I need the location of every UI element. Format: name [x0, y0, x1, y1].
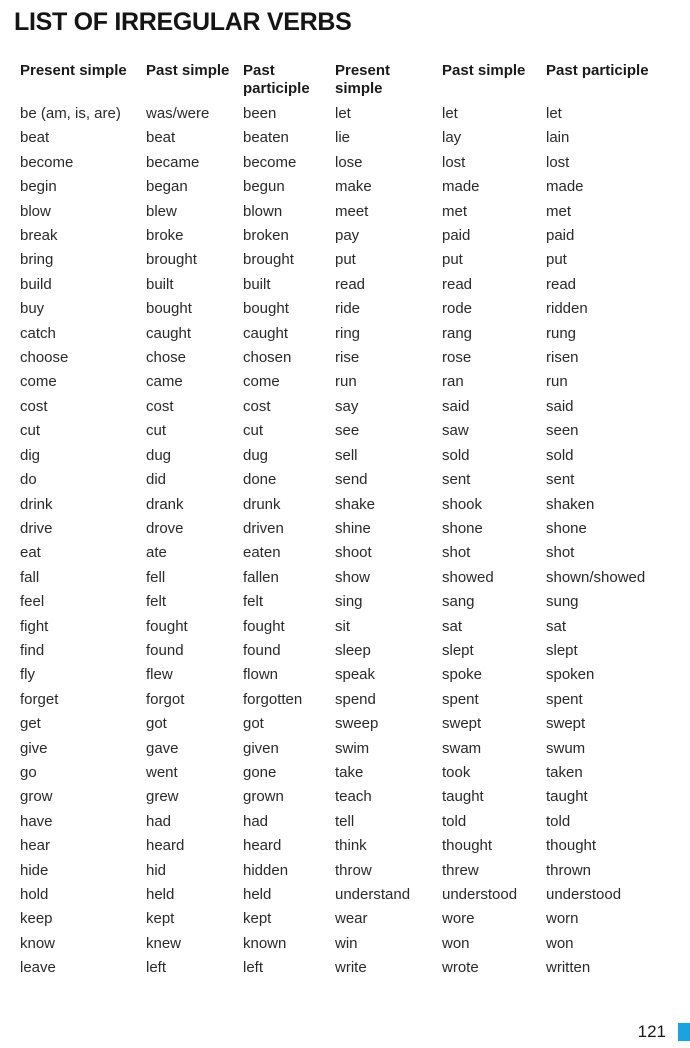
cell-past-simple-2: sat	[442, 617, 463, 635]
cell-present-simple: come	[20, 373, 57, 391]
cell-past-participle-2: lost	[546, 153, 570, 171]
table-row	[14, 493, 684, 517]
cell-past-simple-2: lay	[442, 129, 462, 147]
table-row	[14, 541, 684, 565]
cell-past-simple: held	[146, 886, 175, 903]
cell-past-simple: found	[146, 641, 184, 659]
cell-past-participle-2: let	[546, 105, 562, 122]
table-row	[14, 346, 684, 370]
cell-past-participle: felt	[243, 593, 264, 611]
cell-past-participle-2: read	[546, 275, 577, 293]
cell-past-participle-2: understood	[546, 886, 622, 903]
cell-past-participle: cost	[243, 397, 271, 415]
page-number: 121	[637, 1022, 666, 1041]
cell-past-participle: had	[243, 812, 269, 830]
cell-past-participle: grown	[243, 788, 284, 806]
cell-past-simple-2: put	[442, 251, 463, 269]
cell-past-participle: heard	[243, 837, 282, 855]
cell-past-participle-2: shaken	[546, 495, 595, 513]
table-row	[14, 810, 684, 834]
cell-past-simple-2: let	[442, 105, 458, 122]
cell-past-participle: drunk	[243, 495, 281, 513]
table-row	[14, 956, 684, 980]
cell-present-simple-2: speak	[335, 666, 376, 684]
cell-past-simple: forgot	[146, 690, 185, 708]
cell-past-simple-2: wrote	[442, 959, 479, 977]
cell-past-simple: drank	[146, 495, 184, 513]
table-row	[14, 102, 684, 126]
cell-present-simple-2: take	[335, 763, 364, 781]
cell-past-simple-2: rang	[442, 324, 473, 342]
cell-present-simple-2: shine	[335, 519, 371, 537]
cell-past-simple-2: swept	[442, 715, 482, 733]
cell-past-simple: broke	[146, 227, 184, 245]
cell-past-simple: felt	[146, 593, 167, 611]
cell-past-participle: eaten	[243, 544, 281, 562]
table-row	[14, 737, 684, 761]
cell-present-simple: buy	[20, 300, 45, 318]
cell-present-simple-2: swim	[335, 739, 370, 757]
cell-past-simple: blew	[146, 202, 177, 220]
table-row	[14, 395, 684, 419]
cell-past-simple-2: shone	[442, 519, 483, 537]
cell-present-simple-2: tell	[335, 812, 355, 830]
table-row	[14, 712, 684, 736]
cell-present-simple: fly	[20, 666, 35, 684]
cell-present-simple-2: sweep	[335, 715, 379, 733]
cell-past-participle-2: thrown	[546, 861, 592, 879]
cell-present-simple: become	[20, 153, 74, 171]
cell-present-simple: build	[20, 275, 52, 293]
cell-past-participle: hidden	[243, 861, 289, 879]
cell-past-simple-2: spoke	[442, 666, 483, 684]
cell-past-simple: heard	[146, 837, 185, 855]
table-row	[14, 419, 684, 443]
cell-past-simple: knew	[146, 934, 182, 952]
cell-past-participle-2: shot	[546, 544, 575, 562]
cell-present-simple: feel	[20, 593, 45, 611]
cell-past-participle: found	[243, 641, 281, 659]
cell-past-participle-2: lain	[546, 129, 570, 147]
cell-past-participle-2: taken	[546, 763, 583, 781]
cell-present-simple-2: send	[335, 471, 368, 489]
cell-present-simple: fall	[20, 568, 40, 586]
cell-past-participle: fallen	[243, 568, 279, 586]
table-row	[14, 566, 684, 590]
table-body	[14, 102, 684, 981]
table-row	[14, 444, 684, 468]
cell-present-simple-2: pay	[335, 227, 360, 245]
cell-past-participle-2: risen	[546, 349, 579, 367]
cell-present-simple-2: let	[335, 105, 351, 122]
cell-past-participle-2: put	[546, 251, 567, 269]
cell-past-simple-2: saw	[442, 422, 469, 440]
cell-past-participle-2: sent	[546, 471, 575, 489]
cell-present-simple: bring	[20, 251, 54, 269]
cell-past-simple-2: shot	[442, 544, 471, 562]
cell-past-simple-2: thought	[442, 837, 493, 855]
cell-present-simple: get	[20, 715, 41, 733]
cell-present-simple: cost	[20, 397, 48, 415]
cell-present-simple-2: ride	[335, 300, 361, 318]
cell-past-simple: left	[146, 959, 167, 977]
table-row	[14, 248, 684, 272]
cell-past-participle: known	[243, 934, 287, 952]
header-past-participle-2: Past participle	[546, 62, 649, 79]
header-present-simple: Present simple	[20, 62, 127, 79]
cell-past-simple-2: wore	[442, 910, 475, 928]
cell-present-simple-2: write	[335, 959, 367, 977]
table-row	[14, 224, 684, 248]
cell-present-simple-2: spend	[335, 690, 376, 708]
cell-past-simple-2: rose	[442, 349, 472, 367]
cell-past-simple: came	[146, 373, 183, 391]
cell-past-participle-2: thought	[546, 837, 597, 855]
cell-present-simple-2: throw	[335, 861, 372, 879]
cell-past-simple: went	[146, 763, 178, 781]
cell-past-participle: caught	[243, 324, 289, 342]
cell-past-simple-2: sang	[442, 593, 475, 611]
cell-past-simple: fell	[146, 568, 166, 586]
cell-present-simple: have	[20, 812, 53, 830]
cell-past-participle: bought	[243, 300, 289, 318]
cell-present-simple: choose	[20, 349, 69, 367]
cell-past-simple-2: read	[442, 275, 473, 293]
cell-present-simple: forget	[20, 690, 59, 708]
cell-past-participle: built	[243, 275, 271, 293]
cell-past-simple-2: took	[442, 763, 471, 781]
cell-present-simple-2: lose	[335, 153, 363, 171]
cell-present-simple-2: shoot	[335, 544, 372, 562]
cell-past-participle-2: worn	[546, 910, 579, 928]
cell-past-simple: built	[146, 275, 174, 293]
cell-past-simple: cost	[146, 397, 174, 415]
cell-past-simple-2: swam	[442, 739, 482, 757]
cell-past-simple-2: paid	[442, 227, 471, 245]
cell-present-simple-2: wear	[335, 910, 368, 928]
cell-past-simple: brought	[146, 251, 197, 269]
cell-past-simple: was/were	[146, 105, 210, 122]
cell-present-simple-2: rise	[335, 349, 360, 367]
cell-present-simple: hold	[20, 886, 49, 903]
cell-past-participle-2: swum	[546, 739, 586, 757]
cell-present-simple: break	[20, 227, 58, 245]
cell-present-simple-2: sing	[335, 593, 363, 611]
cell-past-simple: had	[146, 812, 172, 830]
cell-past-simple: dug	[146, 446, 172, 464]
cell-past-participle-2: said	[546, 397, 574, 415]
cell-past-participle-2: met	[546, 202, 572, 220]
cell-present-simple: fight	[20, 617, 49, 635]
cell-present-simple-2: sleep	[335, 641, 371, 659]
cell-past-simple: grew	[146, 788, 179, 806]
cell-past-simple: bought	[146, 300, 192, 318]
cell-past-simple-2: made	[442, 178, 480, 196]
cell-past-participle-2: rung	[546, 324, 577, 342]
cell-present-simple: beat	[20, 129, 50, 147]
cell-past-participle-2: swept	[546, 715, 586, 733]
table-row	[14, 663, 684, 687]
table-row	[14, 151, 684, 175]
cell-past-participle-2: sold	[546, 446, 574, 464]
cell-past-participle: become	[243, 153, 297, 171]
cell-past-participle: begun	[243, 178, 285, 196]
cell-past-simple: chose	[146, 349, 187, 367]
table-row	[14, 761, 684, 785]
cell-present-simple: drink	[20, 495, 53, 513]
cell-past-simple: hid	[146, 861, 167, 879]
cell-past-participle: driven	[243, 519, 284, 537]
cell-past-participle: come	[243, 373, 280, 391]
cell-present-simple-2: sit	[335, 617, 350, 635]
cell-past-participle-2: taught	[546, 788, 588, 806]
cell-past-participle: dug	[243, 446, 269, 464]
page-edge-tab	[678, 1023, 690, 1041]
cell-past-simple-2: won	[442, 934, 470, 952]
cell-past-simple: did	[146, 471, 167, 489]
cell-past-simple-2: understood	[442, 886, 518, 903]
cell-past-simple-2: shook	[442, 495, 483, 513]
cell-present-simple-2: show	[335, 568, 371, 586]
table-row	[14, 370, 684, 394]
cell-present-simple: hide	[20, 861, 49, 879]
table-row	[14, 859, 684, 883]
cell-present-simple-2: sell	[335, 446, 358, 464]
table-row	[14, 785, 684, 809]
cell-past-simple: kept	[146, 910, 175, 928]
header-past-simple: Past simple	[146, 62, 230, 79]
cell-past-simple-2: slept	[442, 641, 474, 659]
cell-past-simple: ate	[146, 544, 167, 562]
cell-past-participle: gone	[243, 763, 277, 781]
cell-present-simple: give	[20, 739, 48, 757]
cell-present-simple-2: say	[335, 397, 359, 415]
cell-past-simple: cut	[146, 422, 167, 440]
cell-past-simple-2: sold	[442, 446, 470, 464]
cell-present-simple-2: make	[335, 178, 372, 196]
cell-present-simple-2: meet	[335, 202, 369, 220]
table-row	[14, 517, 684, 541]
table-row	[14, 590, 684, 614]
cell-past-participle: forgotten	[243, 690, 303, 708]
cell-past-participle: blown	[243, 202, 283, 220]
table-row	[14, 126, 684, 150]
table-row	[14, 932, 684, 956]
cell-past-participle: flown	[243, 666, 279, 684]
cell-present-simple: grow	[20, 788, 53, 806]
table-row	[14, 322, 684, 346]
cell-past-participle-2: spoken	[546, 666, 595, 684]
table-row	[14, 273, 684, 297]
cell-past-simple: caught	[146, 324, 192, 342]
table-row	[14, 200, 684, 224]
cell-present-simple: go	[20, 763, 37, 781]
table-row	[14, 907, 684, 931]
cell-past-participle: done	[243, 471, 277, 489]
cell-past-participle: broken	[243, 227, 289, 245]
irregular-verbs-table	[14, 60, 684, 981]
cell-past-simple-2: met	[442, 202, 468, 220]
cell-past-participle-2: sat	[546, 617, 567, 635]
cell-present-simple-2: think	[335, 837, 367, 855]
table-row	[14, 468, 684, 492]
table-row	[14, 639, 684, 663]
cell-past-simple-2: said	[442, 397, 470, 415]
cell-present-simple: keep	[20, 910, 53, 928]
cell-present-simple: do	[20, 471, 37, 489]
cell-past-participle-2: seen	[546, 422, 579, 440]
cell-past-simple-2: sent	[442, 471, 471, 489]
cell-past-participle-2: told	[546, 812, 571, 830]
cell-past-simple-2: told	[442, 812, 467, 830]
cell-past-simple-2: rode	[442, 300, 473, 318]
table-row	[14, 688, 684, 712]
cell-present-simple-2: ring	[335, 324, 361, 342]
cell-past-participle-2: made	[546, 178, 584, 196]
cell-past-participle: chosen	[243, 349, 292, 367]
cell-past-participle: left	[243, 959, 264, 977]
cell-present-simple-2: win	[335, 934, 358, 952]
cell-present-simple: blow	[20, 202, 51, 220]
cell-present-simple-2: read	[335, 275, 366, 293]
cell-past-simple: got	[146, 715, 167, 733]
cell-present-simple: catch	[20, 324, 56, 342]
cell-past-simple: fought	[146, 617, 188, 635]
cell-past-simple: flew	[146, 666, 173, 684]
cell-present-simple: begin	[20, 178, 57, 196]
table-row	[14, 615, 684, 639]
cell-past-simple: gave	[146, 739, 179, 757]
cell-past-simple-2: spent	[442, 690, 479, 708]
cell-past-simple: began	[146, 178, 188, 196]
cell-present-simple-2: lie	[335, 129, 351, 147]
cell-past-participle: fought	[243, 617, 285, 635]
header-present-simple-2: Present simple	[335, 62, 391, 97]
cell-past-participle: cut	[243, 422, 264, 440]
cell-past-participle: been	[243, 105, 277, 122]
cell-present-simple: be (am, is, are)	[20, 105, 121, 122]
table-row	[14, 883, 684, 907]
cell-past-participle-2: shown/showed	[546, 568, 646, 586]
cell-present-simple: know	[20, 934, 56, 952]
table-row	[14, 175, 684, 199]
cell-present-simple-2: see	[335, 422, 360, 440]
header-past-participle: Past participle	[243, 62, 310, 97]
cell-past-participle: held	[243, 886, 272, 903]
table-row	[14, 297, 684, 321]
cell-past-participle: got	[243, 715, 264, 733]
cell-past-simple: beat	[146, 129, 176, 147]
cell-past-participle-2: slept	[546, 641, 578, 659]
cell-past-participle-2: won	[546, 934, 574, 952]
cell-past-participle: brought	[243, 251, 294, 269]
table-row	[14, 834, 684, 858]
cell-past-participle-2: sung	[546, 593, 579, 611]
cell-past-participle-2: paid	[546, 227, 575, 245]
cell-past-simple-2: threw	[442, 861, 479, 879]
cell-present-simple-2: understand	[335, 886, 411, 903]
cell-present-simple: cut	[20, 422, 41, 440]
cell-past-simple: drove	[146, 519, 184, 537]
cell-present-simple: hear	[20, 837, 51, 855]
cell-present-simple-2: shake	[335, 495, 376, 513]
cell-past-participle-2: spent	[546, 690, 583, 708]
cell-past-simple-2: showed	[442, 568, 494, 586]
cell-past-participle-2: shone	[546, 519, 587, 537]
page-title: LIST OF IRREGULAR VERBS	[14, 8, 352, 36]
cell-present-simple: dig	[20, 446, 41, 464]
cell-past-simple: became	[146, 153, 200, 171]
cell-past-participle: beaten	[243, 129, 289, 147]
table-header-row	[14, 60, 684, 102]
cell-past-participle: given	[243, 739, 279, 757]
cell-past-simple-2: ran	[442, 373, 464, 391]
cell-present-simple: find	[20, 641, 45, 659]
cell-past-participle-2: written	[546, 959, 591, 977]
cell-past-participle: kept	[243, 910, 272, 928]
cell-present-simple-2: teach	[335, 788, 372, 806]
cell-past-simple-2: lost	[442, 153, 466, 171]
cell-present-simple-2: run	[335, 373, 357, 391]
cell-present-simple: leave	[20, 959, 56, 977]
cell-present-simple: drive	[20, 519, 53, 537]
cell-present-simple: eat	[20, 544, 41, 562]
header-past-simple-2: Past simple	[442, 62, 526, 79]
cell-past-participle-2: ridden	[546, 300, 588, 318]
cell-past-simple-2: taught	[442, 788, 484, 806]
cell-past-participle-2: run	[546, 373, 568, 391]
cell-present-simple-2: put	[335, 251, 356, 269]
